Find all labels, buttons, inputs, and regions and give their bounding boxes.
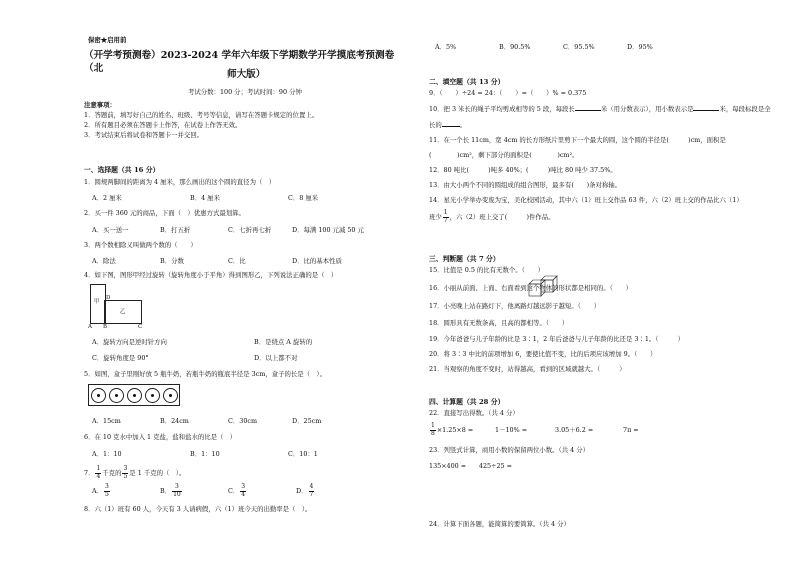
- option[interactable]: B．90.5%: [499, 43, 531, 51]
- option[interactable]: [160, 484, 228, 498]
- question-8-options: [435, 42, 653, 51]
- option[interactable]: B．分数: [160, 257, 184, 265]
- option[interactable]: C．95.5%: [563, 43, 595, 51]
- option[interactable]: C．30cm: [228, 417, 258, 425]
- question-2: 2．买一件 360 元的商品，下面（ ）优惠方式最划算。: [84, 209, 245, 217]
- fraction: [240, 484, 246, 498]
- page-title-line2: 师大版）: [227, 69, 266, 80]
- numerator: 4: [309, 483, 314, 490]
- section-choice-title: 一、选择题（共 16 分）: [84, 166, 160, 174]
- numerator: 3: [241, 483, 246, 490]
- question-7-number: 7．: [84, 469, 95, 477]
- question-3: 3．两个数相除又叫做两个数的（ ）: [84, 241, 197, 249]
- option[interactable]: A．15cm: [92, 417, 121, 425]
- page-title-line1: （开学考预测卷）2023-2024 学年六年级下学期数学开学摸底考预测卷（北: [84, 50, 395, 74]
- option[interactable]: [92, 484, 160, 498]
- option[interactable]: A．1：10: [92, 450, 122, 458]
- section-fill-title: 二、填空题（共 13 分）: [429, 78, 505, 86]
- question-4: 4．如下图，图形甲经过旋转（旋转角度小于平角）得到图形乙，下列说法正确的是（ ）: [84, 271, 338, 279]
- cube-stack-figure: [527, 274, 567, 298]
- option[interactable]: [228, 484, 296, 498]
- label-d: D: [106, 295, 111, 301]
- question-10-cont: [429, 120, 466, 129]
- question-10-text: 米（用分数表示），用小数表示是: [600, 105, 694, 113]
- denominator: 4: [96, 472, 101, 480]
- option[interactable]: A．买一送一: [92, 226, 129, 234]
- question-5-options: [92, 416, 321, 425]
- question-14-cont: [429, 210, 555, 224]
- option[interactable]: A．2 厘米: [92, 194, 122, 202]
- option[interactable]: B．24cm: [160, 417, 189, 425]
- question-10: [429, 104, 771, 113]
- right-column: [429, 0, 771, 562]
- notice-item: 3．考试结束后将试卷和答题卡一并交回。: [84, 131, 204, 139]
- option[interactable]: D．95%: [627, 43, 653, 51]
- option-label: D．: [296, 487, 308, 495]
- question-6-options: [92, 449, 318, 458]
- option[interactable]: C．比: [228, 257, 246, 265]
- denominator: 5: [105, 490, 109, 498]
- milk-bottle-circle: [127, 388, 142, 403]
- question-10-text: 。: [459, 121, 467, 129]
- denominator: 10: [173, 490, 181, 498]
- option[interactable]: D．每满 100 元减 50 元: [292, 226, 364, 234]
- option[interactable]: C．旋转角度是 90°: [92, 354, 149, 362]
- milk-bottle-circle: [163, 388, 178, 403]
- question-12: 12．80 吨比( )吨多 40%；( )吨比 80 吨少 37.5%。: [429, 166, 617, 174]
- option[interactable]: B．是绕点 A 旋转的: [254, 338, 313, 346]
- label-yi: 乙: [120, 309, 126, 315]
- denominator: 7: [309, 490, 314, 498]
- question-4-options-row1: [92, 337, 312, 346]
- option-label: B．: [160, 487, 172, 495]
- question-22-items: [429, 423, 639, 437]
- calc-item: 7π =: [623, 426, 639, 434]
- left-column: [84, 0, 402, 562]
- question-7-text: 是 1 千克的（ ）。: [129, 469, 186, 477]
- option[interactable]: B．4 厘米: [190, 194, 220, 202]
- milk-bottle-circle: [109, 388, 124, 403]
- label-a: A: [88, 324, 92, 330]
- question-11-cont: ( )cm²，剩下部分的面积是( )cm²。: [429, 151, 579, 159]
- label-c: C: [138, 324, 143, 330]
- question-10-text: 米，每段标段是全: [719, 105, 771, 113]
- question-14-text: 班少: [429, 213, 442, 221]
- numerator: 1: [443, 209, 448, 216]
- milk-bottle-circle: [91, 388, 106, 403]
- calc-item: 1－10% =: [495, 426, 528, 434]
- fraction: [104, 484, 110, 498]
- denominator: 7: [443, 216, 448, 224]
- question-1-options: [92, 193, 318, 202]
- milk-bottle-circle: [145, 388, 160, 403]
- question-1: 1．圆规两脚间的距离为 4 厘米，那么画出的这个圆的直径为（ ）: [84, 178, 276, 186]
- numerator: 3: [123, 465, 128, 472]
- question-23: 23．列竖式计算，商用小数的保留两位小数。（共 4 分）: [429, 446, 590, 454]
- option-label: C．: [228, 487, 240, 495]
- question-2-options: [92, 225, 364, 234]
- fraction: [95, 466, 101, 480]
- secret-label: 保密★启用前: [88, 36, 127, 44]
- option[interactable]: B．1：10: [190, 450, 220, 458]
- denominator: 8: [431, 429, 435, 437]
- question-10-text: 长的: [429, 121, 442, 129]
- exam-info: 考试分数：100 分；考试时间：90 分钟: [188, 88, 302, 96]
- question-15: 15．比值是 0.5 的比有无数个。（ ）: [429, 266, 545, 274]
- numerator: 1: [431, 422, 435, 429]
- answer-blank[interactable]: [442, 120, 460, 127]
- numerator: 3: [105, 483, 109, 490]
- label-jia: 甲: [94, 299, 100, 305]
- question-13: 13．由大小两个不同的圆组成的组合图形，最多有( )条对称轴。: [429, 181, 622, 189]
- denominator: 4: [241, 490, 246, 498]
- question-5: 5．如图，盒子里刚好放 5 瓶牛奶，若瓶牛奶的瓶底半径是 3cm，盒子的长是（ ）。: [84, 370, 327, 378]
- fraction: [122, 466, 128, 480]
- fraction: [430, 423, 436, 437]
- answer-blank[interactable]: [575, 104, 601, 111]
- option-label: A．: [92, 487, 104, 495]
- question-24: 24．计算下面各题，能简算的要简算。（共 4 分）: [429, 520, 570, 528]
- option[interactable]: D．25cm: [292, 417, 322, 425]
- numerator: 3: [172, 484, 182, 492]
- question-8: 8．六（1）班有 60 人，今天有 3 人请病假，六（1）班今天的出勤率是（ ）。: [84, 505, 312, 513]
- question-23-items: 135×400 = 425÷25 =: [429, 462, 512, 470]
- option[interactable]: B．打五折: [160, 226, 191, 234]
- question-19: 19．今年爸爸与儿子年龄的比是 3∶1，2 年后爸爸与儿子年龄的比还是 3∶1。（ ）: [429, 335, 685, 343]
- question-14-text: ，六（2）班上交了( )件作品。: [449, 213, 555, 221]
- question-20: 20．将 3∶3 中比的前项增加 6，要使比值不变，比的后项应该增加 9。（ ）: [429, 350, 657, 358]
- question-10-text: 10．把 3 米长的绳子平均剪成相等的 5 段，每段长: [429, 105, 575, 113]
- question-3-options: [92, 256, 342, 265]
- label-b: B: [103, 324, 108, 330]
- question-18: 18．圆形具有无数条高，且高的都相等。（ ）: [429, 319, 569, 327]
- fraction: [443, 210, 449, 224]
- question-4-options-row2: [92, 353, 297, 362]
- notice-item: 1．答题前，填写好自己的姓名、班级、考号等信息，请写在答题卡规定的位置上。: [84, 111, 319, 119]
- question-7-options: [92, 484, 315, 498]
- fraction: [172, 484, 182, 498]
- question-7: [84, 466, 185, 480]
- option[interactable]: D．比的基本性质: [292, 257, 342, 265]
- calc-text: ×1.25×8 =: [436, 426, 474, 434]
- question-21: 21．当观察的角度不变时，站得越高，看到的区域就越大。（ ）: [429, 365, 626, 373]
- option[interactable]: A．除法: [92, 257, 116, 265]
- notice-item: 2．所有题目必须在答题卡上作答，在试卷上作答无效。: [84, 121, 242, 129]
- option[interactable]: [296, 484, 315, 498]
- calc-item: 3.05＋6.2 =: [555, 426, 594, 434]
- option[interactable]: C．10：1: [288, 450, 318, 458]
- option[interactable]: C．8 厘米: [288, 194, 319, 202]
- question-11: 11．在一个长 11cm，宽 4cm 的长方形纸片里剪下一个最大的圆，这个圆的半径是( )cm，面积是: [429, 136, 726, 144]
- denominator: 5: [123, 472, 128, 480]
- numerator: 1: [96, 465, 101, 472]
- question-14: 14．星光小学举办变废为宝，美化校园活动，其中六（1）班上交作品 63 件，六（2）班上交的作品比六（1）: [429, 196, 743, 204]
- answer-blank[interactable]: [693, 104, 719, 111]
- question-22: 22．直接写出得数。（共 4 分）: [429, 409, 519, 417]
- section-calc-title: 四、计算题（共 28 分）: [429, 398, 505, 406]
- notice-heading: 注意事项：: [84, 101, 116, 109]
- question-6: 6．在 10 克水中加入 1 克盐，盐和盐水的比是（ ）: [84, 433, 237, 441]
- question-16: 16．小丽从前面、上面、右面看到这个物体的形状都是相同的。（ ）: [429, 284, 633, 292]
- milk-box-figure: [88, 384, 180, 406]
- question-7-text: 千克的: [102, 469, 122, 477]
- option[interactable]: A．旋转方向是逆时针方向: [92, 338, 167, 346]
- option[interactable]: C．七折再七折: [228, 226, 272, 234]
- option[interactable]: D．以上都不对: [254, 354, 298, 362]
- rotation-figure: [88, 284, 148, 330]
- option[interactable]: A．5%: [435, 43, 457, 51]
- calc-item: [429, 423, 495, 437]
- question-17: 17．小亮晚上站在路灯下，他离路灯越远影子越短。（ ）: [429, 302, 601, 310]
- fraction: [309, 484, 315, 498]
- section-judge-title: 三、判断题（共 7 分）: [429, 255, 500, 263]
- question-9: 9．（ ）÷24 = 24：（ ）=（ ）% = 0.375: [429, 89, 587, 97]
